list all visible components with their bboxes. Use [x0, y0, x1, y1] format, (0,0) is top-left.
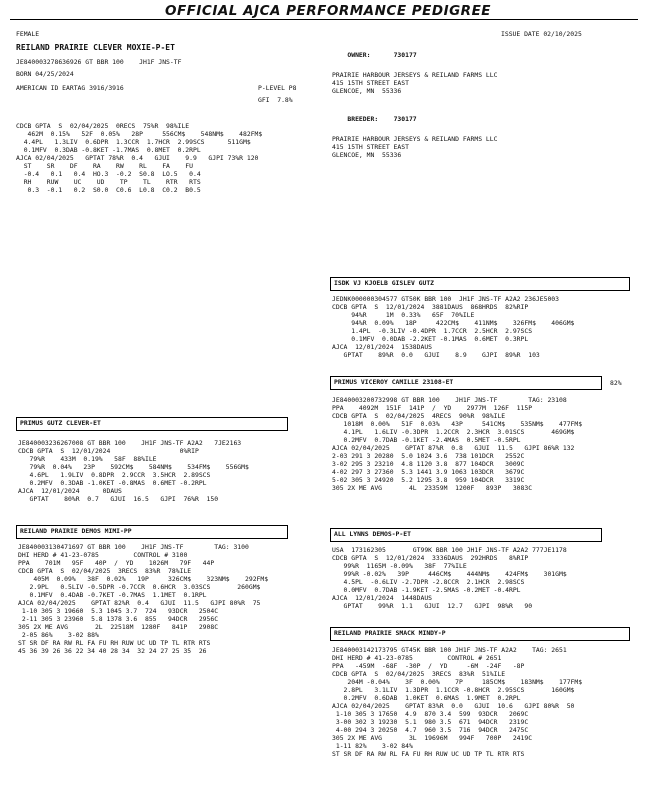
sire-sire-line: GPTAT 89%R 0.0 GJUI 8.9 GJPI 89%R 103 [332, 351, 540, 359]
animal-cdcb-line: 0.1MFV 0.3DAB -0.8KET -1.7MAS 0.8MET 0.2RPL [16, 146, 201, 154]
dam-dam-line: PPA -459M -68F -30P / YD -6M -24F -8P [332, 662, 525, 670]
owner-label: OWNER: [347, 51, 371, 59]
animal-born: BORN 04/25/2024 [16, 70, 74, 78]
breeder-street: 415 15TH STREET EAST [332, 143, 409, 151]
breeder-city: GLENCOE, MN 55336 [332, 151, 402, 159]
sire-line: PPA 4092M 151F 141P / YD 2977M 126F 115P [332, 404, 533, 412]
sire-sire-line: JEDNK000000304577 GT50K BBR 100 JH1F JNS-TF A2A2 236JE5003 [332, 295, 560, 303]
breeder-num: 730177 [393, 115, 417, 123]
breeder-block [332, 107, 497, 159]
dam-line: 405M 0.09% 38F 0.02% 19P 326CM$ 323NM$ 292FM$ [18, 575, 269, 583]
owner-name: PRAIRIE HARBOUR JERSEYS & REILAND FARMS LLC [332, 71, 498, 79]
sire-dam-line: GPTAT 99%R 1.1 GJUI 12.7 GJPI 98%R 90 [332, 602, 533, 610]
owner-num: 730177 [393, 51, 417, 59]
dam-line: AJCA 02/04/2025 GPTAT 82%R 0.4 GJUI 11.5 GJPI 80%R 75 [18, 599, 261, 607]
sire-dam-line: AJCA 12/01/2024 1448DAUS [332, 594, 433, 602]
dam-sire-line: JE840003236267008 GT BBR 100 JH1F JNS-TF A2A2 7JE2163 [18, 439, 242, 447]
dam-line: 1-10 305 3 19660 5.3 1045 3.7 724 93DCR 2504C [18, 607, 219, 615]
dam-line: 2-05 86% 3-02 88% [18, 631, 99, 639]
animal-name: REILAND PRAIRIE CLEVER MOXIE-P-ET [16, 43, 175, 52]
dam-sire-line: AJCA 12/01/2024 0DAUS [18, 487, 122, 495]
owner-street: 415 15TH STREET EAST [332, 79, 409, 87]
animal-ajca-line: RH RUW UC UD TP TL RTR RTS [16, 178, 201, 186]
dam-dam-line: JE840003142173795 GT45K BBR 100 JH1F JNS-TF A2A2 TAG: 2651 [332, 646, 567, 654]
dam-sire-line: GPTAT 80%R 0.7 GJUI 16.5 GJPI 76%R 150 [18, 495, 219, 503]
animal-cdcb-line: 4.4PL 1.3LIV 0.6DPR 1.3CCR 1.7HCR 2.99SCS 511GM$ [16, 138, 251, 146]
sire-dam-line: CDCB GPTA S 12/01/2024 3336DAUS 292HRDS 8%RIP [332, 554, 529, 562]
sire-block [332, 396, 582, 492]
animal-sex: FEMALE [16, 30, 40, 38]
animal-american-id: AMERICAN ID EARTAG 3916/3916 [16, 84, 124, 92]
animal-ajca-line: AJCA 02/04/2025 GPTAT 78%R 0.4 GJUI 9.9 GJPI 73%R 120 [16, 154, 259, 162]
dam-sire-line: CDCB GPTA S 12/01/2024 0%RIP [18, 447, 199, 455]
dam-sire-block [18, 439, 249, 503]
sire-sire-block [332, 295, 574, 359]
dam-name: REILAND PRAIRIE DEMOS MIMI-PP [16, 525, 288, 539]
dam-sire-line: 4.6PL 1.9LIV 0.8DPR 2.9CCR 3.5HCR 2.89SCS [18, 471, 211, 479]
animal-id-line: JE840003278636926 GT BBR 100 JH1F JNS-TF [16, 58, 182, 66]
dam-dam-line: 3-00 302 3 19230 5.1 980 3.5 671 94DCR 2319C [332, 718, 529, 726]
dam-dam-line: 204M -0.04% 3F 0.00% 7P 185CM$ 183NM$ 177FM$ [332, 678, 583, 686]
dam-dam-line: 305 2X ME AVG 3L 19696M 994F 700P 2419C [332, 734, 533, 742]
dam-dam-line: CDCB GPTA S 02/04/2025 3RECS 83%R 51%ILE [332, 670, 506, 678]
sire-dam-line: 99%R 1165M -0.09% 38F 77%ILE [332, 562, 467, 570]
sire-dam-name: ALL LYNNS DEMOS-P-ET [330, 528, 602, 542]
animal-ajca-line: ST SR DF RA RW RL FA FU [16, 162, 193, 170]
sire-dam-line: 99%R -0.02% 39P 446CM$ 444NM$ 424FM$ 301GM$ [332, 570, 567, 578]
sire-line: CDCB GPTA S 02/04/2025 4RECS 90%R 98%ILE [332, 412, 506, 420]
sire-dam-block [332, 546, 567, 610]
animal-cdcb-block [16, 122, 262, 194]
sire-line: 4-02 297 3 27360 5.3 1441 3.9 1063 103DCR 3679C [332, 468, 525, 476]
breeder-name: PRAIRIE HARBOUR JERSEYS & REILAND FARMS LLC [332, 135, 498, 143]
sire-name: PRIMUS VICEROY CAMILLE 23108-ET [330, 376, 602, 390]
sire-line: 1018M 0.00% 51F 0.03% 43P 541CM$ 535NM$ 477FM$ [332, 420, 583, 428]
dam-dam-line: 4-00 294 3 20250 4.7 960 3.5 716 94DCR 2475C [332, 726, 529, 734]
dam-dam-line: 0.2MFV 0.6DAB 1.0KET 0.6MAS 1.9MET 0.2RPL [332, 694, 521, 702]
sire-line: 3-02 295 3 23210 4.8 1120 3.8 877 104DCR 3009C [332, 460, 525, 468]
sire-sire-name: ISDK VJ KJOELB GISLEV GUTZ [330, 277, 630, 291]
animal-cdcb-line: CDCB GPTA S 02/04/2025 0RECS 75%R 98%ILE [16, 122, 190, 130]
dam-line: 0.1MFV 0.4DAB -0.7KET -0.7MAS 1.1MET 0.1RPL [18, 591, 207, 599]
owner-city: GLENCOE, MN 55336 [332, 87, 402, 95]
breeder-label: BREEDER: [347, 115, 379, 123]
owner-block [332, 43, 497, 95]
dam-block [18, 543, 268, 655]
sire-line: 2-03 291 3 20280 5.0 1024 3.6 738 101DCR 2552C [332, 452, 525, 460]
dam-line: ST SR DF RA RW RL FA FU RH RUW UC UD TP TL RTR RTS [18, 639, 211, 647]
sire-sire-line: CDCB GPTA S 12/01/2024 3881DAUS 868HRDS 82%RIP [332, 303, 529, 311]
dam-dam-block [332, 646, 582, 758]
dam-sire-name: PRIMUS GUTZ CLEVER-ET [16, 417, 288, 431]
dam-line: PPA 701M 95F 40P / YD 1026M 79F 44P [18, 559, 215, 567]
dam-sire-line: 79%R 0.04% 23P 592CM$ 584NM$ 534FM$ 556GM$ [18, 463, 249, 471]
animal-ajca-line: 0.3 -0.1 0.2 S0.0 C0.6 L0.8 C0.2 B0.5 [16, 186, 201, 194]
sire-pct: 82% [610, 379, 622, 387]
sire-sire-line: 1.4PL -0.3LIV -0.4DPR 1.7CCR 2.5HCR 2.97SCS [332, 327, 533, 335]
animal-gfi: GFI 7.8% [258, 96, 293, 104]
page-title: OFFICIAL AJCA PERFORMANCE PEDIGREE [164, 3, 492, 19]
dam-sire-line: 79%R 433M 0.19% 58F 88%ILE [18, 455, 157, 463]
dam-line: 45 36 39 26 36 22 34 40 28 34 32 24 27 25 35 26 [18, 647, 207, 655]
dam-dam-line: 1-10 305 3 17650 4.9 870 3.4 599 93DCR 2069C [332, 710, 529, 718]
sire-sire-line: AJCA 12/01/2024 1538DAUS [332, 343, 433, 351]
sire-dam-line: USA 173162305 GT99K BBR 100 JH1F JNS-TF A2A2 777JE1178 [332, 546, 567, 554]
sire-line: 0.2MFV 0.7DAB -0.1KET -2.4MAS 0.5MET -0.5RPL [332, 436, 521, 444]
sire-line: JE840003200732998 GT BBR 100 JH1F JNS-TF TAG: 23108 [332, 396, 567, 404]
dam-line: 2.9PL 0.5LIV -0.5DPR -0.7CCR 0.6HCR 3.03SCS 260GM$ [18, 583, 261, 591]
issue-date: ISSUE DATE 02/10/2025 [501, 30, 582, 38]
dam-line: 2-11 305 3 23960 5.8 1378 3.6 855 94DCR 2956C [18, 615, 219, 623]
animal-ajca-line: -0.4 0.1 0.4 HO.3 -0.2 S0.8 LO.5 0.4 [16, 170, 201, 178]
dam-dam-line: 2.8PL 3.1LIV 1.3DPR 1.1CCR -0.8HCR 2.95SCS 160GM$ [332, 686, 575, 694]
dam-sire-line: 0.2MFV 0.3DAB -1.0KET -0.8MAS 0.6MET -0.2RPL [18, 479, 207, 487]
sire-line: 5-02 305 3 24920 5.2 1295 3.8 959 104DCR 3319C [332, 476, 525, 484]
dam-dam-name: REILAND PRAIRIE SMACK MINDY-P [330, 627, 630, 641]
dam-dam-line: ST SR DF RA RW RL FA FU RH RUW UC UD TP TL RTR RTS [332, 750, 525, 758]
dam-line: CDCB GPTA S 02/04/2025 3RECS 83%R 78%ILE [18, 567, 192, 575]
sire-line: AJCA 02/04/2025 GPTAT 87%R 0.8 GJUI 11.5 GJPI 86%R 132 [332, 444, 575, 452]
sire-dam-line: 4.5PL -0.6LIV -2.7DPR -2.8CCR 2.1HCR 2.98SCS [332, 578, 525, 586]
dam-dam-line: 1-11 82% 3-02 84% [332, 742, 413, 750]
animal-plevel: P-LEVEL P8 [258, 84, 297, 92]
dam-line: DHI HERD # 41-23-0785 CONTROL # 3100 [18, 551, 188, 559]
dam-line: JE840003130471697 GT BBR 100 JH1F JNS-TF TAG: 3100 [18, 543, 249, 551]
header-rule [10, 19, 638, 20]
sire-line: 4.1PL 1.6LIV -0.3DPR 1.2CCR 2.3HCR 3.01SCS 469GM$ [332, 428, 575, 436]
sire-dam-line: 0.0MFV 0.7DAB -1.9KET -2.5MAS -0.2MET -0.4RPL [332, 586, 521, 594]
dam-dam-line: AJCA 02/04/2025 GPTAT 83%R 0.0 GJUI 10.6 GJPI 80%R 50 [332, 702, 575, 710]
animal-cdcb-line: 462M 0.15% 52F 0.05% 28P 556CM$ 548NM$ 482FM$ [16, 130, 263, 138]
sire-line: 305 2X ME AVG 4L 23359M 1200F 893P 3083C [332, 484, 533, 492]
sire-sire-line: 94%R 0.09% 18P 422CM$ 411NM$ 326FM$ 406GM$ [332, 319, 575, 327]
dam-line: 305 2X ME AVG 2L 22518M 1280F 841P 2908C [18, 623, 219, 631]
dam-dam-line: DHI HERD # 41-23-0785 CONTROL # 2651 [332, 654, 502, 662]
sire-sire-line: 0.1MFV 0.0DAB -2.2KET -0.1MAS 0.6MET 0.3RPL [332, 335, 529, 343]
sire-sire-line: 94%R 1M 0.33% 65F 70%ILE [332, 311, 475, 319]
